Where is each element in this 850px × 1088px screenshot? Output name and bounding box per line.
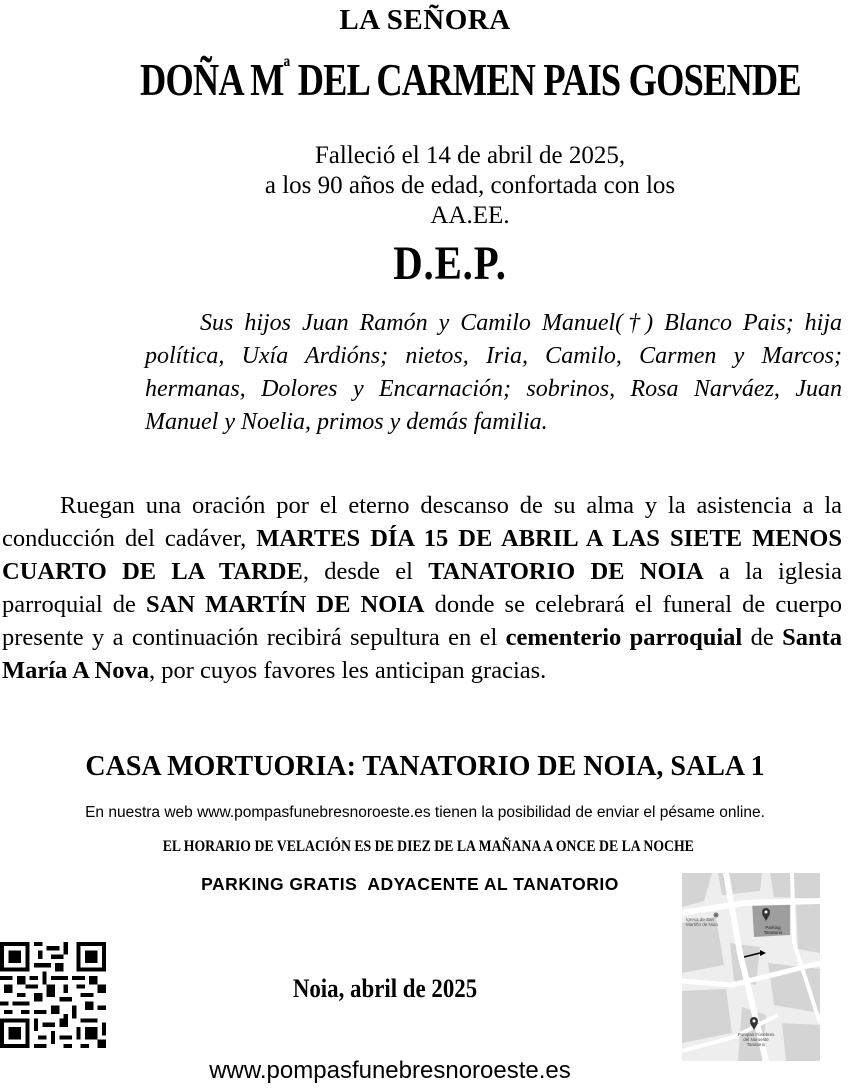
casa-mortuoria: CASA MORTUORIA: TANATORIO DE NOIA, SALA 1	[85, 751, 765, 782]
website-url[interactable]: www.pompasfunebresnoroeste.es	[209, 1057, 571, 1084]
name-rest: DEL CARMEN PAIS GOSENDE	[289, 53, 801, 105]
age-line: a los 90 años de edad, confortada con los AA.EE.	[264, 172, 676, 229]
dep-heading: D.E.P.	[393, 237, 507, 290]
map-label-parking: Parking Tanatorio	[763, 925, 783, 935]
service-text-3: a la iglesia parroquial de	[2, 558, 842, 618]
deceased-name	[140, 52, 801, 106]
service-tanatorio: TANATORIO DE NOIA	[428, 558, 704, 585]
service-date-time: MARTES DÍA 15 DE ABRIL A LAS SIETE MENOS CUARTO DE LA TARDE	[2, 525, 842, 585]
service-paragraph	[2, 489, 842, 687]
service-text-5: de	[742, 624, 783, 651]
name-prefix: DOÑA M	[140, 53, 284, 105]
family-paragraph: Sus hijos Juan Ramón y Camilo Manuel(†) Blanco Pais; hija política, Uxía Ardións; nietos, Iria, Camilo, Carmen y Marcos; hermanas, Dolores y Encarnación; sobrinos, Rosa Narváez, Juan Manuel y Noelia, primos y demás familia.	[145, 310, 842, 435]
service-cemetery: cementerio parroquial	[505, 624, 743, 651]
service-text-6: , por cuyos favores les anticipan gracias.	[149, 657, 547, 684]
name-superscript: ª	[283, 52, 290, 83]
map-label-funeral-home: Pompas Fúnebres del Noroeste Tanatorio	[737, 1032, 775, 1047]
death-date-line: Falleció el 14 de abril de 2025,	[314, 142, 626, 169]
service-cemetery-place: Santa María A Nova	[2, 624, 843, 684]
service-text-1: Ruegan una oración por el eterno descanso de su alma y la asistencia a la conducción del cadáver,	[2, 492, 842, 552]
service-church: SAN MARTÍN DE NOIA	[145, 591, 425, 618]
heading-la-senora: LA SEÑORA	[339, 4, 511, 36]
service-text-4: donde se celebrará el funeral de cuerpo presente y a continuación recibirá sepultura en el	[2, 591, 842, 651]
parking-notice: PARKING GRATIS ADYACENTE AL TANATORIO	[201, 874, 619, 894]
place-and-date: Noia, abril de 2025	[292, 974, 478, 1003]
service-text-2: , desde el	[302, 558, 429, 585]
visiting-hours: EL HORARIO DE VELACIÓN ES DE DIEZ DE LA MAÑANA A ONCE DE LA NOCHE	[162, 838, 694, 855]
web-notice: En nuestra web www.pompasfunebresnoroeste.es tienen la posibilidad de enviar el pésame online.	[85, 804, 765, 821]
map-label-church: Igrexa de San Martiño de Noia	[686, 917, 718, 927]
qr-code[interactable]	[0, 942, 106, 1048]
location-map[interactable]	[682, 873, 820, 1061]
